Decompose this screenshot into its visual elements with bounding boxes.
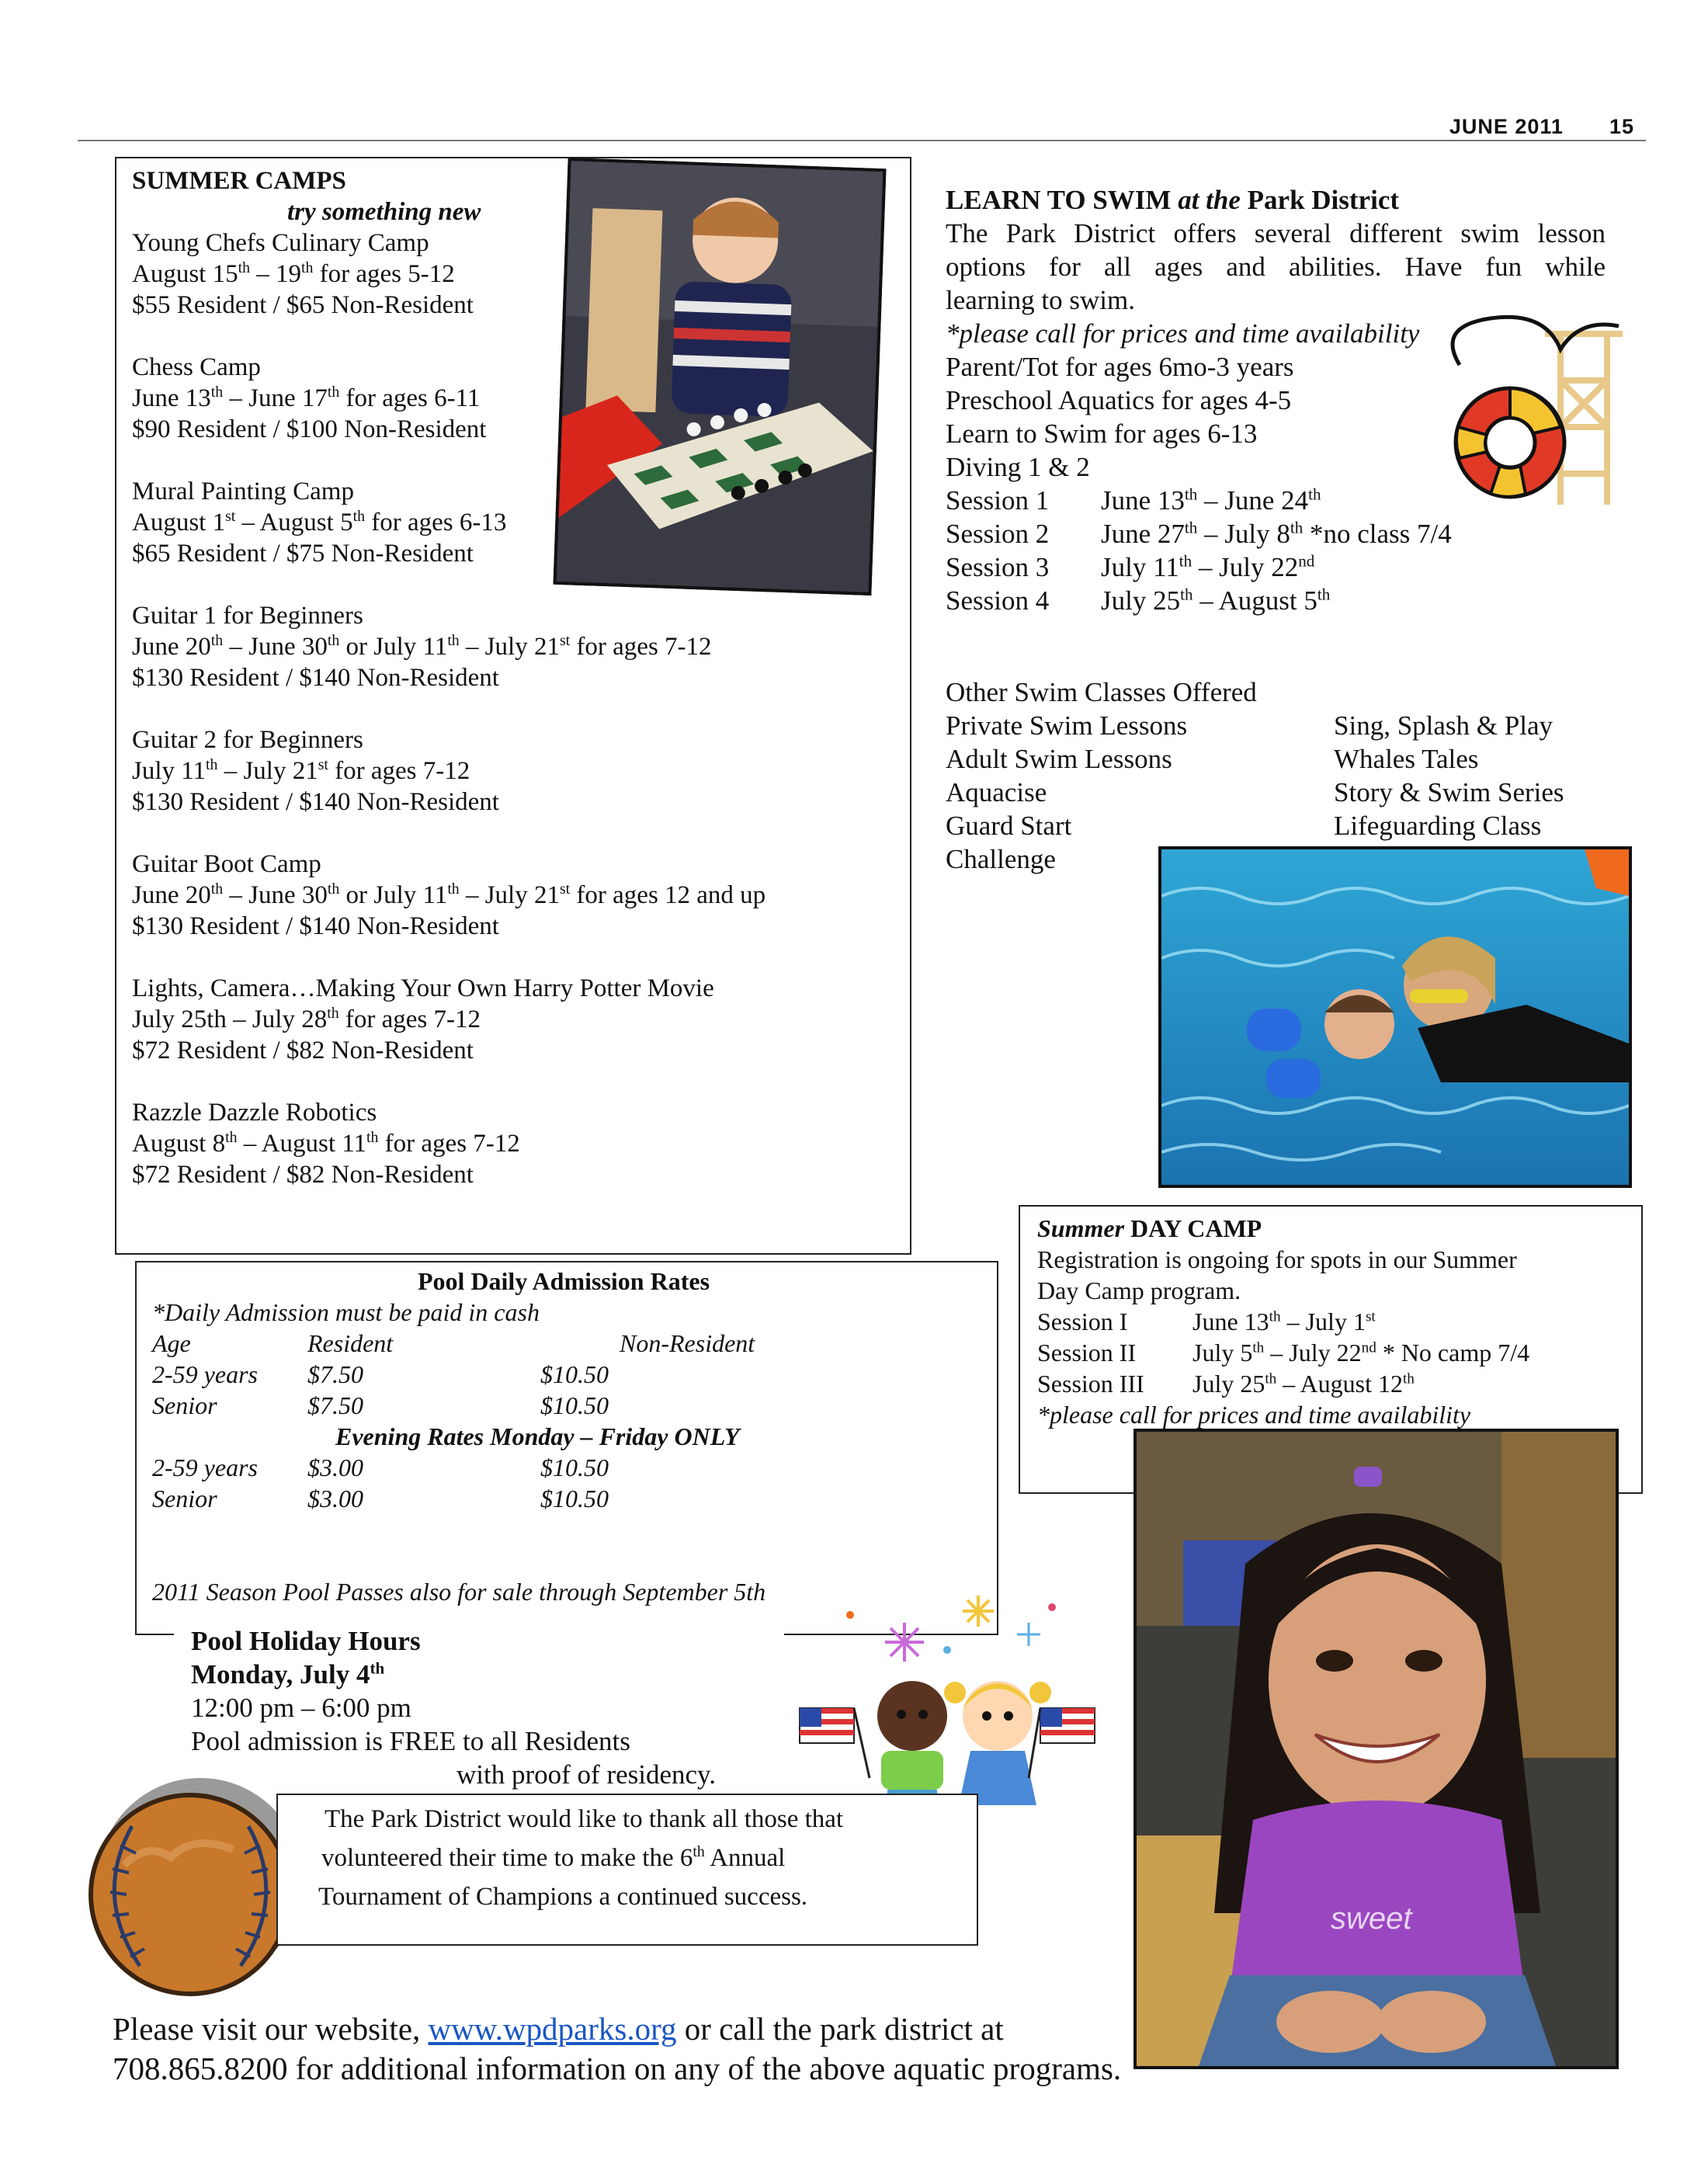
- session-label: Session 1: [946, 485, 1050, 516]
- camp-name: Razzle Dazzle Robotics: [132, 1099, 377, 1127]
- day-camp-sessions: [1037, 1306, 1530, 1399]
- session-label: Session 4: [946, 585, 1050, 616]
- day-camp-content: [1037, 1213, 1530, 1430]
- website-link[interactable]: www.wpdparks.org: [428, 2011, 677, 2047]
- pool-rates-box-bottom-left: [135, 1634, 174, 1635]
- camp-name: Chess Camp: [132, 353, 261, 381]
- swim-intro: The Park District offers several different swim lesson: [946, 218, 1606, 248]
- session-label: Session 2: [946, 519, 1050, 549]
- thanks-line-1: The Park District would like to thank all those that: [325, 1805, 844, 1833]
- camp-name: Guitar 1 for Beginners: [132, 602, 363, 630]
- other-class-item: Sing, Splash & Play: [1334, 710, 1553, 741]
- camp-price: $130 Resident / $140 Non-Resident: [132, 664, 499, 692]
- svg-text:sweet: sweet: [1331, 1901, 1412, 1936]
- pool-photo: [1158, 846, 1632, 1188]
- camp-dates: July 25th – July 28th for ages 7-12: [132, 1005, 481, 1033]
- camp-price: $65 Resident / $75 Non-Resident: [132, 540, 474, 568]
- other-classes-right: [1334, 709, 1564, 842]
- camp-dates: June 20th – June 30th or July 11th – July 21st for ages 7-12: [132, 632, 712, 661]
- swim-lesson-item: Preschool Aquatics for ages 4-5: [946, 385, 1292, 415]
- rate-age: 2-59 years: [152, 1453, 258, 1481]
- session-label: Session I: [1037, 1308, 1128, 1335]
- swim-session-row: [946, 550, 1606, 584]
- swim-intro-2: options for all ages and abilities. Have fun while: [946, 252, 1606, 282]
- camp-price: $130 Resident / $140 Non-Resident: [132, 788, 499, 816]
- rate-nonresident: $10.50: [540, 1360, 609, 1388]
- session-dates: July 25th – August 12th: [1192, 1370, 1415, 1398]
- session-label: Session 3: [946, 552, 1050, 582]
- lifering-icon: [1444, 303, 1630, 512]
- session-dates: June 13th – June 24th: [1101, 484, 1321, 516]
- day-camp-note: *please call for prices and time availability: [1037, 1401, 1471, 1429]
- other-class-item: Story & Swim Series: [1334, 777, 1564, 807]
- session-dates: June 27th – July 8th *no class 7/4: [1101, 518, 1452, 549]
- pool-evening-rates: [152, 1452, 975, 1514]
- rate-nonresident: $10.50: [540, 1453, 609, 1481]
- rate-resident: $7.50: [307, 1391, 363, 1419]
- holiday-hours-time: 12:00 pm – 6:00 pm: [191, 1693, 411, 1723]
- thanks-line-3: Tournament of Champions a continued success.: [318, 1883, 808, 1911]
- evening-rates-title: Evening Rates Monday – Friday ONLY: [335, 1422, 740, 1450]
- camp-name: Lights, Camera…Making Your Own Harry Potter Movie: [132, 974, 714, 1002]
- other-class-item: Whales Tales: [1334, 744, 1479, 774]
- rate-row: [152, 1483, 975, 1514]
- camp-item: [132, 724, 765, 818]
- day-camp-session-row: [1037, 1368, 1517, 1399]
- camp-item: [132, 849, 765, 942]
- learn-to-swim-title: LEARN TO SWIM at the Park District: [946, 185, 1400, 215]
- footer-line-1: Please visit our website, www.wpdparks.org or call the park district at: [113, 2011, 1004, 2047]
- other-class-item: Guard Start: [946, 811, 1072, 841]
- holiday-hours: [191, 1624, 716, 1791]
- rate-nonresident: $10.50: [540, 1391, 609, 1419]
- baseball-icon: [78, 1772, 311, 2005]
- holiday-title: Pool Holiday Hours: [191, 1626, 421, 1656]
- page-header: [1449, 115, 1634, 139]
- camp-price: $55 Resident / $65 Non-Resident: [132, 291, 474, 319]
- camp-price: $90 Resident / $100 Non-Resident: [132, 415, 487, 443]
- pool-rates-content: [152, 1266, 975, 1607]
- kids-flags-icon: [796, 1592, 1099, 1817]
- camp-price: $72 Resident / $82 Non-Resident: [132, 1037, 474, 1064]
- page-number: 15: [1609, 115, 1634, 138]
- session-dates: June 13th – July 1st: [1192, 1308, 1376, 1335]
- rate-row: [152, 1390, 975, 1421]
- other-class-item: Aquacise: [946, 777, 1047, 807]
- day-camp-desc: Registration is ongoing for spots in our Summer: [1037, 1245, 1517, 1273]
- rate-row: [152, 1359, 975, 1390]
- chess-photo-image: [557, 161, 884, 592]
- pool-rates-cash-note: *Daily Admission must be paid in cash: [152, 1298, 540, 1326]
- chess-camp-photo: [554, 158, 887, 596]
- swim-note: *please call for prices and time availability: [946, 318, 1420, 349]
- header-rule: [78, 140, 1646, 141]
- swim-lesson-item: Learn to Swim for ages 6-13: [946, 418, 1258, 449]
- day-camp-desc-2: Day Camp program.: [1037, 1276, 1241, 1304]
- issue-date: JUNE 2011: [1449, 115, 1564, 138]
- fireworks-icon: [846, 1596, 1056, 1662]
- other-class-item: Challenge: [946, 844, 1056, 874]
- rate-resident: $3.00: [307, 1453, 363, 1481]
- swim-session-row: [946, 517, 1606, 550]
- rate-resident: $7.50: [307, 1360, 363, 1388]
- swim-intro-3: learning to swim.: [946, 285, 1135, 315]
- session-label: Session III: [1037, 1370, 1144, 1398]
- pool-photo-image: [1161, 849, 1629, 1185]
- camp-name: Mural Painting Camp: [132, 478, 354, 505]
- pool-rates-header-row: Age Resident Non-Resident: [152, 1329, 755, 1357]
- swim-session-row: [946, 584, 1606, 617]
- day-camp-session-row: [1037, 1306, 1517, 1337]
- swim-lesson-item: Parent/Tot for ages 6mo-3 years: [946, 352, 1294, 382]
- camp-name: Guitar Boot Camp: [132, 850, 321, 878]
- camp-item: [132, 973, 765, 1066]
- other-class-item: Adult Swim Lessons: [946, 744, 1172, 774]
- footer-contact: [113, 2009, 1121, 2089]
- session-dates: July 11th – July 22nd: [1101, 551, 1315, 582]
- other-class-item: Lifeguarding Class: [1334, 811, 1542, 841]
- other-class-item: Private Swim Lessons: [946, 710, 1188, 741]
- rate-resident: $3.00: [307, 1485, 363, 1512]
- holiday-date: Monday, July 4th: [191, 1658, 385, 1690]
- camp-item: [132, 1097, 765, 1190]
- other-swim-title: Other Swim Classes Offered: [946, 677, 1257, 707]
- camp-item: [132, 600, 765, 693]
- rate-age: Senior: [152, 1391, 217, 1419]
- session-dates: July 5th – July 22nd * No camp 7/4: [1192, 1339, 1530, 1367]
- camp-dates: June 13th – June 17th for ages 6-11: [132, 384, 481, 412]
- camp-dates: August 8th – August 11th for ages 7-12: [132, 1129, 520, 1158]
- camp-dates: August 15th – 19th for ages 5-12: [132, 259, 455, 288]
- thank-you-content: [318, 1800, 843, 1916]
- swim-lesson-item: Diving 1 & 2: [946, 452, 1090, 482]
- thanks-line-2: volunteered their time to make the 6th Annual: [321, 1843, 786, 1872]
- camp-price: $72 Resident / $82 Non-Resident: [132, 1161, 474, 1189]
- holiday-proof-line: with proof of residency.: [457, 1759, 717, 1790]
- season-pass-note: 2011 Season Pool Passes also for sale through September 5th: [152, 1578, 766, 1606]
- summer-camps-title: SUMMER CAMPS: [132, 167, 346, 195]
- rate-age: 2-59 years: [152, 1360, 258, 1388]
- rate-age: Senior: [152, 1485, 217, 1512]
- girl-photo-image: [1137, 1432, 1616, 2066]
- camp-name: Guitar 2 for Beginners: [132, 726, 363, 754]
- rate-nonresident: $10.50: [540, 1485, 609, 1512]
- pool-rates-title: Pool Daily Admission Rates: [417, 1267, 710, 1295]
- day-camp-session-row: [1037, 1337, 1530, 1368]
- session-label: Session II: [1037, 1339, 1137, 1367]
- summer-camps-tagline: try something new: [287, 198, 481, 226]
- camp-dates: July 11th – July 21st for ages 7-12: [132, 756, 470, 785]
- session-dates: July 25th – August 5th: [1101, 585, 1331, 616]
- holiday-free-line: Pool admission is FREE to all Residents: [191, 1726, 630, 1756]
- camp-dates: June 20th – June 30th or July 11th – July 21st for ages 12 and up: [132, 880, 766, 909]
- day-camp-photo: [1133, 1429, 1619, 2069]
- camp-dates: August 1st – August 5th for ages 6-13: [132, 508, 507, 537]
- camp-name: Young Chefs Culinary Camp: [132, 229, 429, 257]
- camp-price: $130 Resident / $140 Non-Resident: [132, 912, 499, 940]
- pool-day-rates: [152, 1359, 975, 1421]
- rate-row: [152, 1452, 975, 1483]
- footer-line-2: 708.865.8200 for additional information on any of the above aquatic programs.: [113, 2051, 1122, 2086]
- day-camp-title: Summer DAY CAMP: [1037, 1214, 1262, 1242]
